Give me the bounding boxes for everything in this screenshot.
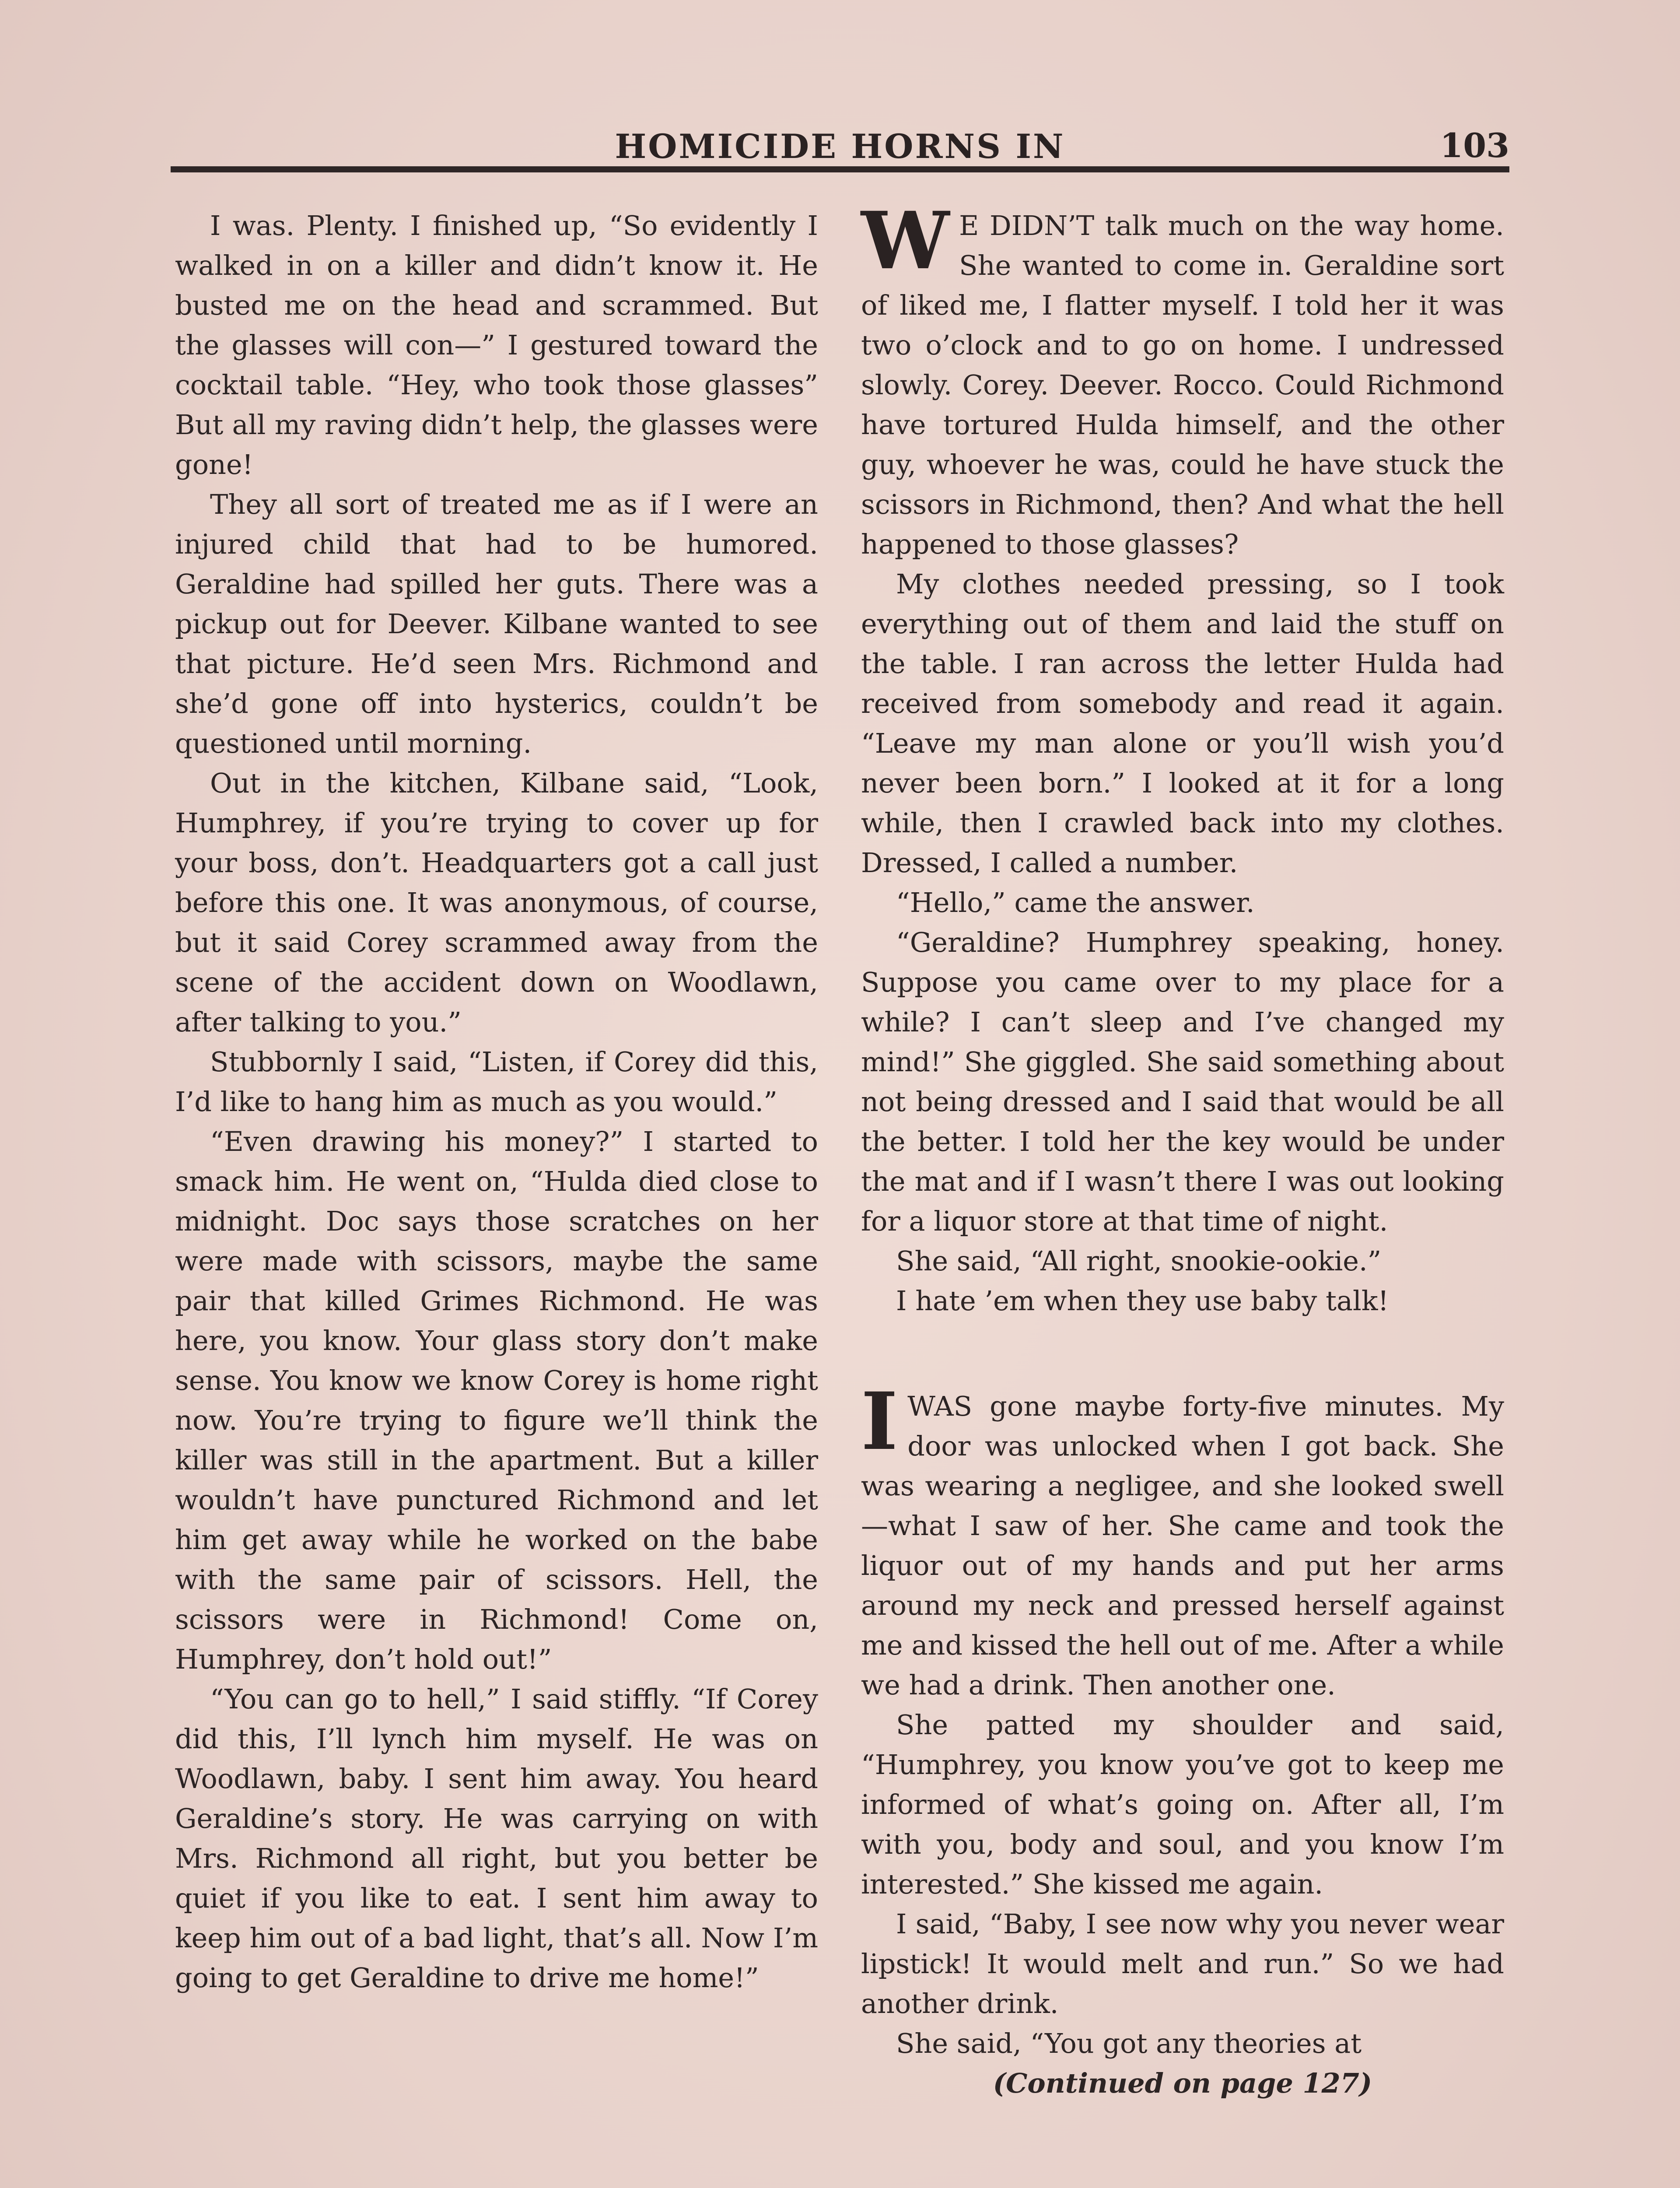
paragraph: “Even drawing his money?” I started to smack him. He went on, “Hulda died close to midnight. Doc says those scratches on her were made with scissors, maybe the same pair that killed Grimes Richmond. He was here, you know. Your glass story don’t make sense. You know we know Corey is home right now. You’re trying to figure we’ll think the killer was still in the apartment. But a killer wouldn’t have punctured Richmond and let him get away while he worked on the babe with the same pair of scissors. Hell, the scissors were in Richmond! Come on, Humphrey, don’t hold out!” — [175, 1126, 818, 1675]
header-rule — [171, 166, 1509, 172]
paragraph: I hate ’em when they use baby talk! — [896, 1285, 1389, 1317]
paragraph: She patted my shoulder and said, “Humphrey, you know you’ve got to keep me informed of what’s going on. After all, I’m with you, body and soul, and you know I’m interested.” She kissed me again. — [861, 1709, 1504, 1900]
page-header — [171, 118, 1509, 166]
running-title: HOMICIDE HORNS IN — [615, 127, 1065, 166]
paragraph: I was. Plenty. I finished up, “So evidently I walked in on a killer and didn’t know it. He busted me on the head and scrammed. But the glasses will con—” I gestured toward the cocktail table. “Hey, who took those glasses” But all my raving didn’t help, the glasses were gone! — [175, 210, 818, 480]
paragraph: She said, “All right, snookie-ookie.” — [896, 1245, 1382, 1277]
paragraph: My clothes needed pressing, so I took everything out of them and laid the stuff on the table. I ran across the letter Hulda had received from somebody and read it again. “Leave my man alone or you’ll wish you’d never been born.” I looked at it for a long while, then I crawled back into my clothes. Dressed, I called a number. — [861, 568, 1504, 879]
paragraph: Stubbornly I said, “Listen, if Corey did this, I’d like to hang him as much as you would.” — [175, 1046, 818, 1118]
section-opening-paragraph — [861, 195, 1504, 564]
paragraph-text: E DIDN’T talk much on the way home. She wanted to come in. Geraldine sort of liked me, I flatter myself. I told her it was two o’clock and to go on home. I undressed slowly. Corey. Deever. Rocco. Could Richmond have tortured Hulda himself, and the other guy, whoever he was, could he have stuck the scissors in Richmond, then? And what the hell happened to those glasses? — [861, 210, 1504, 560]
paragraph: I said, “Baby, I see now why you never wear lipstick! It would melt and run.” So we had another drink. — [861, 1908, 1504, 2020]
continued-notice: (Continued on page 127) — [993, 2067, 1372, 2099]
paragraph: “Hello,” came the answer. — [896, 887, 1255, 919]
paragraph: “You can go to hell,” I said stiffly. “If Corey did this, I’ll lynch him myself. He was on Woodlawn, baby. I sent him away. You heard Geraldine’s story. He was carrying on with Mrs. Richmond all right, but you better be quiet if you like to eat. I sent him away to keep him out of a bad light, that’s all. Now I’m going to get Geraldine to drive me home!” — [175, 1683, 818, 1994]
page-number: 103 — [1440, 126, 1509, 165]
drop-cap: I — [861, 1375, 898, 1468]
section-break — [861, 1321, 1504, 1386]
paragraph: They all sort of treated me as if I were an injured child that had to be humored. Geraldine had spilled her guts. There was a pickup out for Deever. Kilbane wanted to see that picture. He’d seen Mrs. Richmond and she’d gone off into hysterics, couldn’t be questioned until morning. — [175, 488, 818, 759]
paragraph: “Geraldine? Humphrey speaking, honey. Suppose you came over to my place for a while? I can’t sleep and I’ve changed my mind!” She giggled. She said something about not being dressed and I said that would be all the better. I told her the key would be under the mat and if I wasn’t there I was out looking for a liquor store at that time of night. — [861, 926, 1504, 1237]
right-column — [861, 195, 1504, 2103]
section-opening-paragraph — [861, 1375, 1504, 1705]
paragraph-text: WAS gone maybe forty-five minutes. My door was unlocked when I got back. She was wearing a negligee, and she looked swell—what I saw of her. She came and took the liquor out of my hands and put her arms around my neck and pressed herself against me and kissed the hell out of me. After a while we had a drink. Then another one. — [861, 1390, 1504, 1701]
paragraph: She said, “You got any theories at — [896, 2027, 1362, 2059]
paragraph: Out in the kitchen, Kilbane said, “Look, Humphrey, if you’re trying to cover up for your boss, don’t. Headquarters got a call just before this one. It was anonymous, of course, but it said Corey scrammed away from the scene of the accident down on Woodlawn, after talking to you.” — [175, 767, 818, 1038]
drop-cap: W — [861, 195, 950, 287]
left-column — [175, 206, 818, 1998]
